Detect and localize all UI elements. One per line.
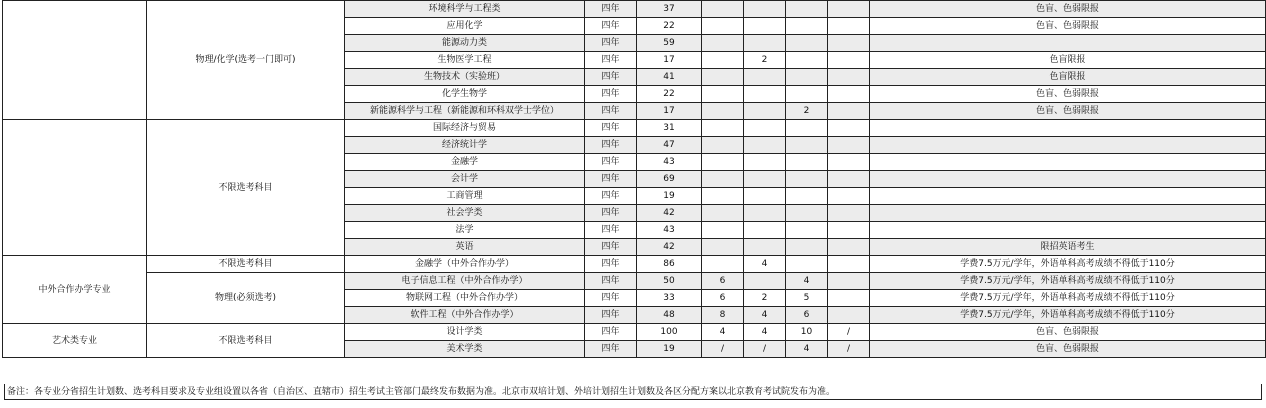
table-footnote: 备注：各专业分省招生计划数、选考科目要求及专业组设置以各省（自治区、直辖市）招生考试主管部门最终发布数据为准。北京市双培计划、外培计划招生计划数及各区分配方案以北京教育考试院发布为准。 (4, 384, 1262, 400)
major-cell: 美术学类 (345, 341, 585, 358)
note-cell: 学费7.5万元/学年，外语单科高考成绩不得低于110分 (870, 273, 1266, 290)
years-cell: 四年 (585, 307, 637, 324)
subject-requirement-cell: 物理(必须选考) (147, 273, 345, 324)
quota-cell-2 (744, 86, 786, 103)
years-cell: 四年 (585, 239, 637, 256)
plan-cell: 69 (637, 171, 702, 188)
quota-cell-4 (828, 86, 870, 103)
note-cell (870, 154, 1266, 171)
years-cell: 四年 (585, 324, 637, 341)
quota-cell-2: 4 (744, 324, 786, 341)
years-cell: 四年 (585, 52, 637, 69)
quota-cell-1: 8 (702, 307, 744, 324)
quota-cell-1 (702, 120, 744, 137)
note-cell: 色盲、色弱限报 (870, 86, 1266, 103)
table-row (3, 120, 1266, 137)
quota-cell-2 (744, 103, 786, 120)
quota-cell-4: / (828, 341, 870, 358)
quota-cell-2 (744, 273, 786, 290)
subject-requirement-cell: 不限选考科目 (147, 324, 345, 358)
note-cell (870, 137, 1266, 154)
years-cell: 四年 (585, 35, 637, 52)
quota-cell-3 (786, 239, 828, 256)
quota-cell-3 (786, 35, 828, 52)
quota-cell-2: 2 (744, 52, 786, 69)
quota-cell-3 (786, 120, 828, 137)
major-cell: 生物医学工程 (345, 52, 585, 69)
plan-cell: 19 (637, 341, 702, 358)
quota-cell-2 (744, 154, 786, 171)
quota-cell-3 (786, 188, 828, 205)
quota-cell-4 (828, 205, 870, 222)
quota-cell-2 (744, 222, 786, 239)
note-cell: 色盲、色弱限报 (870, 341, 1266, 358)
quota-cell-3: 6 (786, 307, 828, 324)
quota-cell-4 (828, 239, 870, 256)
quota-cell-1 (702, 154, 744, 171)
table-row (3, 256, 1266, 273)
quota-cell-2 (744, 18, 786, 35)
quota-cell-3: 5 (786, 290, 828, 307)
quota-cell-1 (702, 52, 744, 69)
quota-cell-3: 10 (786, 324, 828, 341)
note-cell: 色盲、色弱限报 (870, 18, 1266, 35)
major-cell: 电子信息工程（中外合作办学） (345, 273, 585, 290)
major-cell: 金融学（中外合作办学） (345, 256, 585, 273)
plan-cell: 43 (637, 154, 702, 171)
years-cell: 四年 (585, 222, 637, 239)
major-cell: 法学 (345, 222, 585, 239)
quota-cell-4 (828, 103, 870, 120)
quota-cell-4 (828, 290, 870, 307)
plan-cell: 48 (637, 307, 702, 324)
quota-cell-1: 6 (702, 290, 744, 307)
plan-cell: 22 (637, 18, 702, 35)
subject-requirement-cell: 不限选考科目 (147, 256, 345, 273)
quota-cell-1 (702, 171, 744, 188)
quota-cell-1 (702, 18, 744, 35)
quota-cell-2 (744, 69, 786, 86)
major-cell: 新能源科学与工程（新能源和环科双学士学位） (345, 103, 585, 120)
plan-cell: 33 (637, 290, 702, 307)
quota-cell-1 (702, 205, 744, 222)
quota-cell-3: 4 (786, 273, 828, 290)
plan-cell: 17 (637, 103, 702, 120)
note-cell: 限招英语考生 (870, 239, 1266, 256)
quota-cell-1 (702, 222, 744, 239)
plan-cell: 42 (637, 205, 702, 222)
major-cell: 设计学类 (345, 324, 585, 341)
quota-cell-4 (828, 256, 870, 273)
plan-cell: 17 (637, 52, 702, 69)
category-cell: 中外合作办学专业 (3, 256, 147, 324)
plan-cell: 47 (637, 137, 702, 154)
plan-cell: 59 (637, 35, 702, 52)
quota-cell-4 (828, 137, 870, 154)
quota-cell-2: 4 (744, 256, 786, 273)
quota-cell-1 (702, 256, 744, 273)
table-row (3, 1, 1266, 18)
major-cell: 化学生物学 (345, 86, 585, 103)
plan-cell: 41 (637, 69, 702, 86)
note-cell: 学费7.5万元/学年，外语单科高考成绩不得低于110分 (870, 290, 1266, 307)
quota-cell-3 (786, 69, 828, 86)
category-cell: 艺术类专业 (3, 324, 147, 358)
plan-cell: 86 (637, 256, 702, 273)
note-cell: 色盲限报 (870, 52, 1266, 69)
quota-cell-1 (702, 137, 744, 154)
major-cell: 能源动力类 (345, 35, 585, 52)
major-cell: 经济统计学 (345, 137, 585, 154)
quota-cell-1: / (702, 341, 744, 358)
major-cell: 英语 (345, 239, 585, 256)
years-cell: 四年 (585, 69, 637, 86)
years-cell: 四年 (585, 205, 637, 222)
quota-cell-1 (702, 1, 744, 18)
note-cell: 色盲限报 (870, 69, 1266, 86)
subject-requirement-cell: 不限选考科目 (147, 120, 345, 256)
years-cell: 四年 (585, 137, 637, 154)
quota-cell-3 (786, 52, 828, 69)
quota-cell-1: 4 (702, 324, 744, 341)
category-cell (3, 1, 147, 120)
plan-cell: 22 (637, 86, 702, 103)
quota-cell-4 (828, 307, 870, 324)
quota-cell-3 (786, 205, 828, 222)
plan-cell: 100 (637, 324, 702, 341)
major-cell: 国际经济与贸易 (345, 120, 585, 137)
quota-cell-1: 6 (702, 273, 744, 290)
years-cell: 四年 (585, 103, 637, 120)
quota-cell-3 (786, 256, 828, 273)
quota-cell-4 (828, 171, 870, 188)
quota-cell-3 (786, 171, 828, 188)
note-cell: 学费7.5万元/学年，外语单科高考成绩不得低于110分 (870, 256, 1266, 273)
note-cell (870, 35, 1266, 52)
quota-cell-4 (828, 273, 870, 290)
quota-cell-3 (786, 1, 828, 18)
note-cell (870, 205, 1266, 222)
note-cell (870, 120, 1266, 137)
major-cell: 环境科学与工程类 (345, 1, 585, 18)
major-cell: 物联网工程（中外合作办学） (345, 290, 585, 307)
quota-cell-4 (828, 154, 870, 171)
subject-requirement-cell: 物理/化学(选考一门即可) (147, 1, 345, 120)
note-cell: 学费7.5万元/学年，外语单科高考成绩不得低于110分 (870, 307, 1266, 324)
quota-cell-2: 4 (744, 307, 786, 324)
plan-cell: 42 (637, 239, 702, 256)
quota-cell-3 (786, 18, 828, 35)
plan-cell: 31 (637, 120, 702, 137)
quota-cell-2: / (744, 341, 786, 358)
plan-cell: 19 (637, 188, 702, 205)
note-cell (870, 222, 1266, 239)
years-cell: 四年 (585, 273, 637, 290)
quota-cell-3 (786, 154, 828, 171)
quota-cell-3: 4 (786, 341, 828, 358)
major-cell: 社会学类 (345, 205, 585, 222)
quota-cell-2 (744, 137, 786, 154)
years-cell: 四年 (585, 18, 637, 35)
years-cell: 四年 (585, 1, 637, 18)
quota-cell-2 (744, 120, 786, 137)
major-cell: 软件工程（中外合作办学） (345, 307, 585, 324)
years-cell: 四年 (585, 256, 637, 273)
major-cell: 应用化学 (345, 18, 585, 35)
quota-cell-2: 2 (744, 290, 786, 307)
quota-cell-4 (828, 69, 870, 86)
quota-cell-4 (828, 1, 870, 18)
plan-cell: 50 (637, 273, 702, 290)
major-cell: 金融学 (345, 154, 585, 171)
quota-cell-1 (702, 103, 744, 120)
note-cell (870, 188, 1266, 205)
quota-cell-3: 2 (786, 103, 828, 120)
quota-cell-3 (786, 86, 828, 103)
years-cell: 四年 (585, 86, 637, 103)
years-cell: 四年 (585, 341, 637, 358)
quota-cell-2 (744, 171, 786, 188)
major-cell: 生物技术（实验班） (345, 69, 585, 86)
quota-cell-4 (828, 120, 870, 137)
quota-cell-4 (828, 188, 870, 205)
years-cell: 四年 (585, 171, 637, 188)
note-cell: 色盲、色弱限报 (870, 1, 1266, 18)
quota-cell-4 (828, 18, 870, 35)
quota-cell-2 (744, 1, 786, 18)
major-cell: 工商管理 (345, 188, 585, 205)
quota-cell-4 (828, 222, 870, 239)
category-cell (3, 120, 147, 256)
quota-cell-1 (702, 35, 744, 52)
plan-cell: 37 (637, 1, 702, 18)
years-cell: 四年 (585, 120, 637, 137)
plan-cell: 43 (637, 222, 702, 239)
quota-cell-4: / (828, 324, 870, 341)
quota-cell-2 (744, 188, 786, 205)
note-cell: 色盲、色弱限报 (870, 324, 1266, 341)
quota-cell-1 (702, 86, 744, 103)
quota-cell-2 (744, 205, 786, 222)
quota-cell-1 (702, 188, 744, 205)
quota-cell-2 (744, 35, 786, 52)
quota-cell-1 (702, 239, 744, 256)
quota-cell-2 (744, 239, 786, 256)
note-cell (870, 171, 1266, 188)
quota-cell-4 (828, 35, 870, 52)
table-row (3, 324, 1266, 341)
quota-cell-4 (828, 52, 870, 69)
table-row (3, 273, 1266, 290)
note-cell: 色盲、色弱限报 (870, 103, 1266, 120)
years-cell: 四年 (585, 188, 637, 205)
quota-cell-3 (786, 137, 828, 154)
admission-plan-table (2, 0, 1266, 358)
quota-cell-1 (702, 69, 744, 86)
years-cell: 四年 (585, 154, 637, 171)
major-cell: 会计学 (345, 171, 585, 188)
quota-cell-3 (786, 222, 828, 239)
years-cell: 四年 (585, 290, 637, 307)
